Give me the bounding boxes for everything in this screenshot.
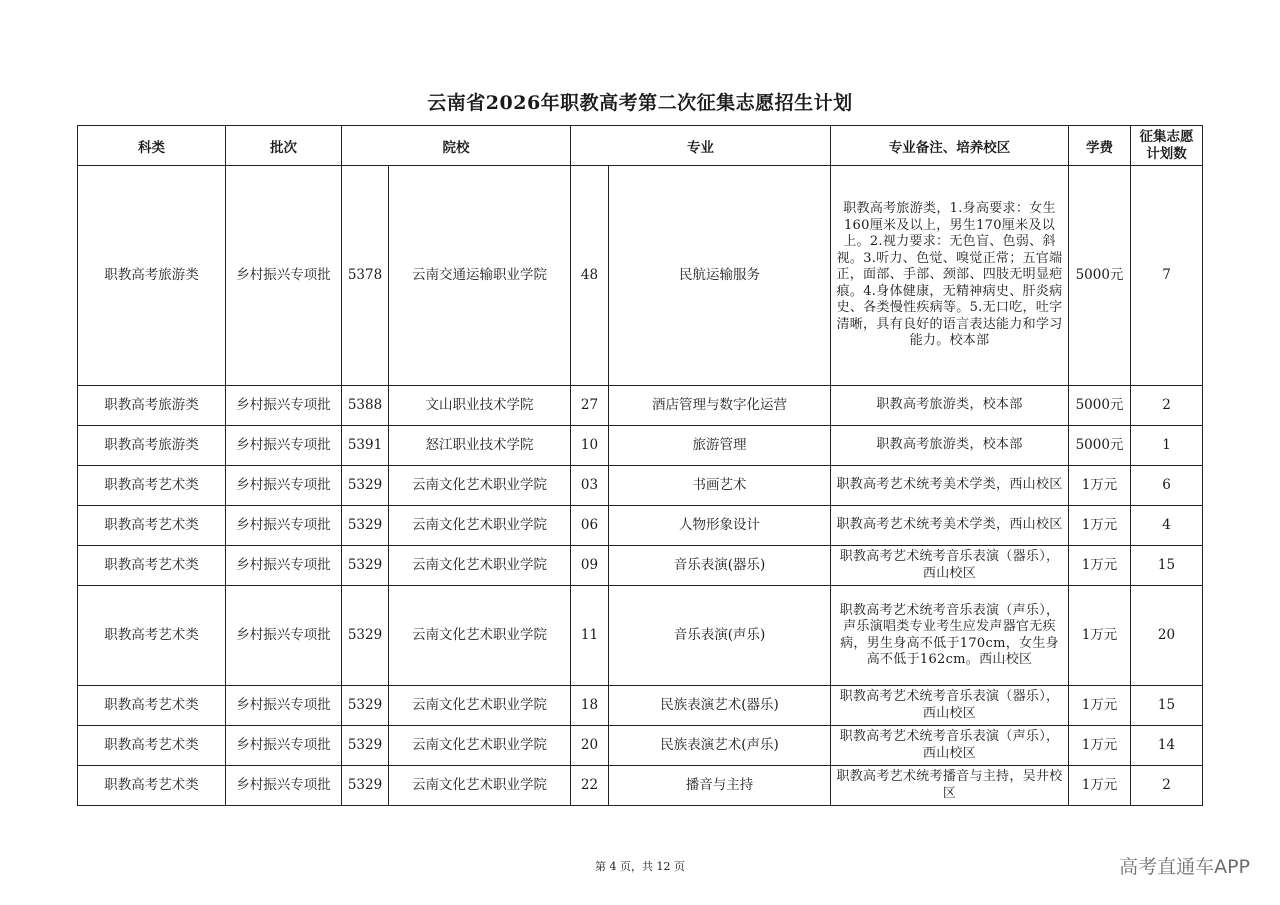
cell-tuition: 1万元 xyxy=(1069,726,1131,766)
cell-tuition: 1万元 xyxy=(1069,546,1131,586)
table-row xyxy=(78,466,1203,506)
cell-school-code: 5329 xyxy=(342,466,389,506)
table-header-row xyxy=(78,126,1203,166)
cell-category: 职教高考旅游类 xyxy=(78,166,226,386)
document-title: 云南省2026年职教高考第二次征集志愿招生计划 xyxy=(427,92,853,114)
cell-major-code: 09 xyxy=(571,546,609,586)
cell-category: 职教高考艺术类 xyxy=(78,466,226,506)
cell-major-code: 48 xyxy=(571,166,609,386)
cell-major-code: 11 xyxy=(571,586,609,686)
cell-plan: 7 xyxy=(1131,166,1203,386)
table-row xyxy=(78,166,1203,386)
header-tuition: 学费 xyxy=(1069,126,1131,166)
cell-school: 云南文化艺术职业学院 xyxy=(389,506,571,546)
cell-school: 云南文化艺术职业学院 xyxy=(389,686,571,726)
header-school: 院校 xyxy=(342,126,571,166)
enrollment-plan-table xyxy=(77,125,1203,806)
cell-plan: 2 xyxy=(1131,766,1203,806)
cell-major: 旅游管理 xyxy=(609,426,831,466)
cell-plan: 6 xyxy=(1131,466,1203,506)
table-row xyxy=(78,386,1203,426)
table-row xyxy=(78,586,1203,686)
table-row xyxy=(78,506,1203,546)
cell-school-code: 5329 xyxy=(342,506,389,546)
cell-tuition: 5000元 xyxy=(1069,386,1131,426)
cell-category: 职教高考旅游类 xyxy=(78,426,226,466)
cell-remark: 职教高考艺术统考音乐表演（器乐），西山校区 xyxy=(831,546,1069,586)
page-number: 第 4 页，共 12 页 xyxy=(595,860,685,873)
cell-batch: 乡村振兴专项批 xyxy=(226,546,342,586)
cell-category: 职教高考艺术类 xyxy=(78,546,226,586)
cell-remark: 职教高考艺术统考美术学类，西山校区 xyxy=(831,466,1069,506)
cell-tuition: 5000元 xyxy=(1069,426,1131,466)
cell-major: 人物形象设计 xyxy=(609,506,831,546)
cell-school: 云南文化艺术职业学院 xyxy=(389,726,571,766)
cell-tuition: 5000元 xyxy=(1069,166,1131,386)
cell-remark: 职教高考艺术统考美术学类，西山校区 xyxy=(831,506,1069,546)
cell-tuition: 1万元 xyxy=(1069,766,1131,806)
cell-school-code: 5329 xyxy=(342,586,389,686)
header-category: 科类 xyxy=(78,126,226,166)
cell-batch: 乡村振兴专项批 xyxy=(226,466,342,506)
cell-batch: 乡村振兴专项批 xyxy=(226,166,342,386)
cell-major-code: 27 xyxy=(571,386,609,426)
cell-school: 文山职业技术学院 xyxy=(389,386,571,426)
cell-remark: 职教高考旅游类，校本部 xyxy=(831,426,1069,466)
cell-major: 音乐表演(器乐) xyxy=(609,546,831,586)
cell-plan: 15 xyxy=(1131,546,1203,586)
table-row xyxy=(78,686,1203,726)
cell-major: 民族表演艺术(声乐) xyxy=(609,726,831,766)
cell-remark: 职教高考旅游类，1.身高要求：女生160厘米及以上，男生170厘米及以上。2.视力要求：无色盲、色弱、斜视。3.听力、色觉、嗅觉正常；五官端正，面部、手部、颈部、四肢无明显疤痕。4.身体健康，无精神病史、肝炎病史、各类慢性疾病等。5.无口吃，吐字清晰，具有良好的语言表达能力和学习能力。校本部 xyxy=(831,166,1069,386)
cell-major: 播音与主持 xyxy=(609,766,831,806)
cell-school-code: 5329 xyxy=(342,766,389,806)
cell-batch: 乡村振兴专项批 xyxy=(226,386,342,426)
cell-plan: 15 xyxy=(1131,686,1203,726)
header-batch: 批次 xyxy=(226,126,342,166)
cell-plan: 4 xyxy=(1131,506,1203,546)
cell-major: 民族表演艺术(器乐) xyxy=(609,686,831,726)
cell-plan: 20 xyxy=(1131,586,1203,686)
cell-remark: 职教高考艺术统考音乐表演（器乐），西山校区 xyxy=(831,686,1069,726)
cell-batch: 乡村振兴专项批 xyxy=(226,506,342,546)
cell-category: 职教高考艺术类 xyxy=(78,766,226,806)
cell-batch: 乡村振兴专项批 xyxy=(226,766,342,806)
cell-school-code: 5329 xyxy=(342,686,389,726)
cell-school: 云南文化艺术职业学院 xyxy=(389,546,571,586)
cell-category: 职教高考艺术类 xyxy=(78,726,226,766)
header-remark: 专业备注、培养校区 xyxy=(831,126,1069,166)
cell-major-code: 22 xyxy=(571,766,609,806)
cell-school: 云南文化艺术职业学院 xyxy=(389,586,571,686)
cell-tuition: 1万元 xyxy=(1069,466,1131,506)
cell-major: 民航运输服务 xyxy=(609,166,831,386)
cell-batch: 乡村振兴专项批 xyxy=(226,726,342,766)
cell-major-code: 18 xyxy=(571,686,609,726)
header-plan-count: 征集志愿计划数 xyxy=(1131,126,1203,166)
header-major: 专业 xyxy=(571,126,831,166)
cell-tuition: 1万元 xyxy=(1069,586,1131,686)
cell-major-code: 20 xyxy=(571,726,609,766)
cell-remark: 职教高考艺术统考播音与主持，吴井校区 xyxy=(831,766,1069,806)
cell-category: 职教高考旅游类 xyxy=(78,386,226,426)
cell-major-code: 06 xyxy=(571,506,609,546)
cell-school: 怒江职业技术学院 xyxy=(389,426,571,466)
cell-batch: 乡村振兴专项批 xyxy=(226,686,342,726)
cell-batch: 乡村振兴专项批 xyxy=(226,586,342,686)
cell-tuition: 1万元 xyxy=(1069,686,1131,726)
app-watermark: 高考直通车APP xyxy=(1119,856,1250,878)
cell-plan: 1 xyxy=(1131,426,1203,466)
cell-school: 云南交通运输职业学院 xyxy=(389,166,571,386)
table-row xyxy=(78,426,1203,466)
cell-category: 职教高考艺术类 xyxy=(78,586,226,686)
cell-school: 云南文化艺术职业学院 xyxy=(389,766,571,806)
cell-plan: 14 xyxy=(1131,726,1203,766)
cell-major-code: 03 xyxy=(571,466,609,506)
cell-major: 书画艺术 xyxy=(609,466,831,506)
cell-major: 音乐表演(声乐) xyxy=(609,586,831,686)
table-row xyxy=(78,726,1203,766)
cell-tuition: 1万元 xyxy=(1069,506,1131,546)
cell-school-code: 5391 xyxy=(342,426,389,466)
cell-school-code: 5329 xyxy=(342,726,389,766)
cell-school-code: 5329 xyxy=(342,546,389,586)
cell-remark: 职教高考旅游类，校本部 xyxy=(831,386,1069,426)
cell-major: 酒店管理与数字化运营 xyxy=(609,386,831,426)
cell-category: 职教高考艺术类 xyxy=(78,506,226,546)
cell-category: 职教高考艺术类 xyxy=(78,686,226,726)
table-row xyxy=(78,766,1203,806)
cell-remark: 职教高考艺术统考音乐表演（声乐），西山校区 xyxy=(831,726,1069,766)
cell-school-code: 5378 xyxy=(342,166,389,386)
table-row xyxy=(78,546,1203,586)
cell-batch: 乡村振兴专项批 xyxy=(226,426,342,466)
cell-school-code: 5388 xyxy=(342,386,389,426)
cell-remark: 职教高考艺术统考音乐表演（声乐），声乐演唱类专业考生应发声器官无疾病，男生身高不低于170cm，女生身高不低于162cm。西山校区 xyxy=(831,586,1069,686)
cell-major-code: 10 xyxy=(571,426,609,466)
cell-school: 云南文化艺术职业学院 xyxy=(389,466,571,506)
cell-plan: 2 xyxy=(1131,386,1203,426)
